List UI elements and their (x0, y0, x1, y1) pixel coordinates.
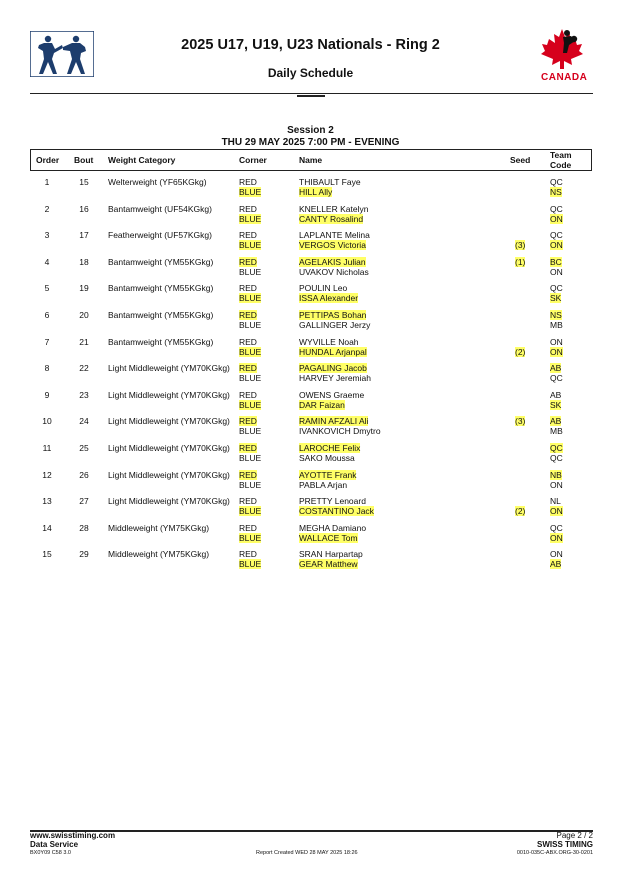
page-subtitle: Daily Schedule (267, 66, 354, 80)
boxer-name-blue: SAKO Moussa (299, 453, 355, 463)
team-code-red: NL (550, 496, 561, 506)
corner-red: RED (239, 283, 257, 293)
boxer-name-blue: UVAKOV Nicholas (299, 267, 369, 277)
bout-number: 25 (79, 443, 89, 453)
bout-order: 3 (44, 230, 50, 240)
corner-blue: BLUE (239, 293, 262, 303)
bout-number: 23 (79, 390, 89, 400)
boxer-name-red: LAROCHE Felix (299, 443, 361, 453)
corner-blue: BLUE (239, 559, 262, 569)
col-team-line2: Code (550, 160, 572, 170)
header-rule (30, 93, 593, 94)
team-code-blue: ON (550, 214, 563, 224)
corner-blue: BLUE (239, 533, 262, 543)
corner-blue: BLUE (239, 453, 262, 463)
team-code-blue: ON (550, 267, 563, 277)
corner-red: RED (239, 496, 257, 506)
weight-category: Bantamweight (YM55KGkg) (108, 283, 214, 293)
boxer-name-red: SRAN Harpartap (299, 549, 363, 559)
boxer-name-blue: HUNDAL Arjanpal (299, 347, 367, 357)
boxer-name-blue: IVANKOVICH Dmytro (299, 426, 381, 436)
footer-brand: SWISS TIMING (537, 840, 593, 849)
bout-order: 13 (42, 496, 52, 506)
corner-blue: BLUE (239, 373, 262, 383)
team-code-red: ON (550, 549, 563, 559)
bout-order: 1 (44, 177, 50, 187)
team-code-red: QC (550, 283, 563, 293)
bout-number: 21 (79, 337, 89, 347)
bout-order: 12 (42, 470, 52, 480)
corner-red: RED (239, 443, 257, 453)
bout-order: 6 (44, 310, 50, 320)
corner-red: RED (239, 230, 257, 240)
team-code-blue: QC (550, 373, 563, 383)
weight-category: Light Middleweight (YM70KGkg) (108, 390, 230, 400)
seed-red: (1) (515, 257, 526, 267)
footer-page: Page 2 / 2 (556, 831, 593, 840)
weight-category: Light Middleweight (YM70KGkg) (108, 496, 230, 506)
bout-number: 24 (79, 416, 89, 426)
bout-order: 7 (44, 337, 50, 347)
bout-number: 19 (79, 283, 89, 293)
bout-number: 16 (79, 204, 89, 214)
bout-order: 14 (42, 523, 52, 533)
boxer-name-red: POULIN Leo (299, 283, 348, 293)
boxer-name-red: RAMIN AFZALI Ali (299, 416, 369, 426)
col-seed: Seed (510, 155, 531, 165)
boxer-name-red: LAPLANTE Melina (299, 230, 370, 240)
corner-red: RED (239, 416, 257, 426)
team-code-red: QC (550, 523, 563, 533)
team-code-red: ON (550, 337, 563, 347)
bout-number: 17 (79, 230, 89, 240)
team-code-red: AB (550, 416, 562, 426)
corner-blue: BLUE (239, 267, 262, 277)
bout-order: 8 (44, 363, 50, 373)
boxer-name-red: AYOTTE Frank (299, 470, 357, 480)
corner-red: RED (239, 204, 257, 214)
boxer-name-blue: WALLACE Tom (299, 533, 358, 543)
footer-report-created: Report Created WED 28 MAY 2025 18:26 (256, 850, 358, 856)
bout-order: 10 (42, 416, 52, 426)
team-code-red: AB (550, 390, 562, 400)
corner-blue: BLUE (239, 400, 262, 410)
footer-code-left: BX0Y09 C58 3.0 (30, 850, 71, 856)
col-team-line1: Team (550, 150, 572, 160)
corner-red: RED (239, 363, 257, 373)
seed-blue: (2) (515, 506, 526, 516)
boxer-name-blue: HARVEY Jeremiah (299, 373, 371, 383)
bout-number: 20 (79, 310, 89, 320)
boxer-name-red: KNELLER Katelyn (299, 204, 369, 214)
team-code-red: BC (550, 257, 562, 267)
bout-number: 22 (79, 363, 89, 373)
team-code-red: QC (550, 230, 563, 240)
team-code-blue: MB (550, 426, 563, 436)
team-code-red: QC (550, 204, 563, 214)
weight-category: Light Middleweight (YM70KGkg) (108, 363, 230, 373)
corner-blue: BLUE (239, 480, 262, 490)
team-code-blue: ON (550, 240, 563, 250)
corner-red: RED (239, 470, 257, 480)
bout-number: 27 (79, 496, 89, 506)
team-code-red: NS (550, 310, 562, 320)
weight-category: Bantamweight (UF54KGkg) (108, 204, 212, 214)
footer-data-service: Data Service (30, 840, 79, 849)
footer-website[interactable]: www.swisstiming.com (30, 831, 116, 840)
corner-blue: BLUE (239, 214, 262, 224)
weight-category: Light Middleweight (YM70KGkg) (108, 416, 230, 426)
corner-red: RED (239, 310, 257, 320)
weight-category: Bantamweight (YM55KGkg) (108, 337, 214, 347)
weight-category: Featherweight (UF57KGkg) (108, 230, 212, 240)
corner-red: RED (239, 390, 257, 400)
weight-category: Light Middleweight (YM70KGkg) (108, 443, 230, 453)
corner-red: RED (239, 523, 257, 533)
col-name: Name (299, 155, 323, 165)
session-label: Session 2 (287, 125, 334, 136)
seed-red: (3) (515, 416, 526, 426)
weight-category: Middleweight (YM75KGkg) (108, 523, 210, 533)
team-code-red: NB (550, 470, 562, 480)
bout-order: 5 (44, 283, 50, 293)
boxer-name-red: PAGALING Jacob (299, 363, 367, 373)
corner-blue: BLUE (239, 187, 262, 197)
boxer-name-red: OWENS Graeme (299, 390, 365, 400)
corner-red: RED (239, 337, 257, 347)
col-bout: Bout (74, 155, 94, 165)
corner-red: RED (239, 177, 257, 187)
canada-logo-text: CANADA (541, 72, 588, 83)
boxer-name-red: AGELAKIS Julian (299, 257, 366, 267)
weight-category: Welterweight (YF65KGkg) (108, 177, 207, 187)
weight-category: Middleweight (YM75KGkg) (108, 549, 210, 559)
boxer-name-red: PETTIPAS Bohan (299, 310, 367, 320)
bout-number: 18 (79, 257, 89, 267)
bout-order: 2 (44, 204, 50, 214)
team-code-blue: MB (550, 320, 563, 330)
weight-category: Bantamweight (YM55KGkg) (108, 310, 214, 320)
team-code-blue: ON (550, 480, 563, 490)
bout-number: 29 (79, 549, 89, 559)
team-code-blue: SK (550, 400, 562, 410)
team-code-blue: ON (550, 506, 563, 516)
header-rule-accent (297, 95, 325, 97)
team-code-blue: ON (550, 347, 563, 357)
col-corner: Corner (239, 155, 267, 165)
bout-order: 15 (42, 549, 52, 559)
corner-blue: BLUE (239, 240, 262, 250)
page-title: 2025 U17, U19, U23 Nationals - Ring 2 (181, 37, 440, 53)
boxer-name-blue: COSTANTINO Jack (299, 506, 374, 516)
corner-red: RED (239, 257, 257, 267)
footer-code-right: 0010-035C-ABX.ORG-30-0201 (516, 850, 593, 856)
team-code-red: QC (550, 177, 563, 187)
session-datetime: THU 29 MAY 2025 7:00 PM - EVENING (221, 137, 400, 148)
weight-category: Light Middleweight (YM70KGkg) (108, 470, 230, 480)
bout-number: 15 (79, 177, 89, 187)
corner-blue: BLUE (239, 426, 262, 436)
bout-order: 9 (44, 390, 50, 400)
col-weight-category: Weight Category (108, 155, 176, 165)
corner-blue: BLUE (239, 320, 262, 330)
corner-blue: BLUE (239, 506, 262, 516)
boxer-name-red: MEGHA Damiano (299, 523, 367, 533)
team-code-blue: NS (550, 187, 562, 197)
bout-number: 28 (79, 523, 89, 533)
team-code-blue: ON (550, 533, 563, 543)
boxer-name-blue: CANTY Rosalind (299, 214, 364, 224)
bout-order: 11 (42, 443, 52, 453)
weight-category: Bantamweight (YM55KGkg) (108, 257, 214, 267)
team-code-red: AB (550, 363, 562, 373)
boxer-name-blue: GALLINGER Jerzy (299, 320, 371, 330)
team-code-blue: SK (550, 293, 562, 303)
corner-red: RED (239, 549, 257, 559)
col-order: Order (36, 155, 60, 165)
boxer-name-blue: PABLA Arjan (299, 480, 348, 490)
boxer-name-red: WYVILLE Noah (299, 337, 359, 347)
corner-blue: BLUE (239, 347, 262, 357)
bout-number: 26 (79, 470, 89, 480)
seed-blue: (3) (515, 240, 526, 250)
boxer-name-red: PRETTY Lenoard (299, 496, 366, 506)
boxer-name-red: THIBAULT Faye (299, 177, 361, 187)
boxer-name-blue: VERGOS Victoria (299, 240, 366, 250)
boxer-name-blue: ISSA Alexander (299, 293, 359, 303)
team-code-red: QC (550, 443, 563, 453)
team-code-blue: AB (550, 559, 562, 569)
boxer-name-blue: GEAR Matthew (299, 559, 358, 569)
bout-order: 4 (44, 257, 50, 267)
seed-blue: (2) (515, 347, 526, 357)
boxer-name-blue: HILL Ally (299, 187, 333, 197)
boxer-name-blue: DAR Faizan (299, 400, 345, 410)
team-code-blue: QC (550, 453, 563, 463)
